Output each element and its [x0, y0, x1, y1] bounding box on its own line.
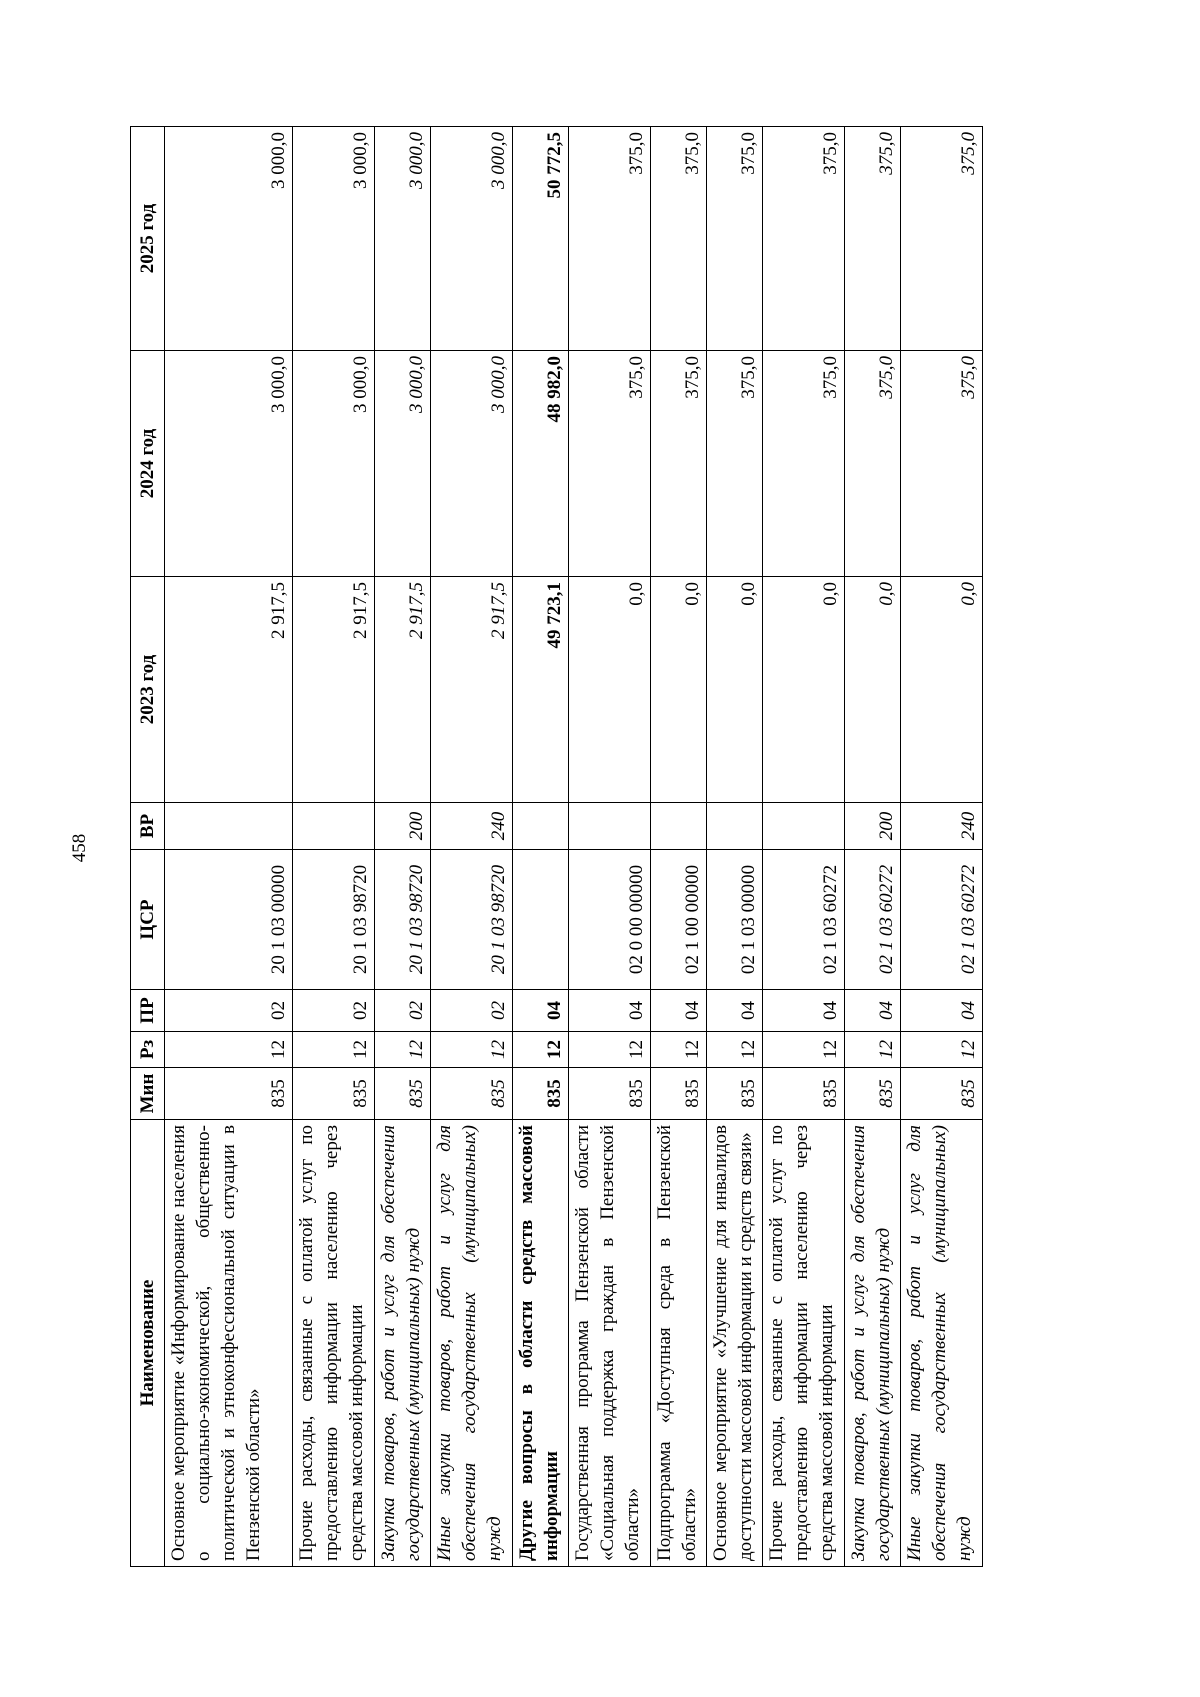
cell-rz: 12 — [293, 1032, 375, 1068]
cell-2024: 375,0 — [707, 351, 763, 577]
cell-vr — [293, 803, 375, 850]
cell-2023: 0,0 — [569, 577, 651, 803]
cell-min: 835 — [165, 1068, 293, 1120]
cell-pr: 02 — [431, 990, 513, 1032]
cell-pr: 02 — [375, 990, 431, 1032]
cell-rz: 12 — [651, 1032, 707, 1068]
cell-2025: 3 000,0 — [165, 127, 293, 351]
cell-min: 835 — [707, 1068, 763, 1120]
cell-2025: 3 000,0 — [375, 127, 431, 351]
cell-2024: 3 000,0 — [375, 351, 431, 577]
cell-rz: 12 — [569, 1032, 651, 1068]
cell-rz: 12 — [513, 1032, 569, 1068]
table-row — [431, 127, 513, 1567]
cell-min: 835 — [901, 1068, 983, 1120]
cell-csr: 02 0 00 00000 — [569, 850, 651, 990]
table-header-row — [131, 127, 165, 1567]
cell-csr: 02 1 03 60272 — [901, 850, 983, 990]
cell-csr: 02 1 03 00000 — [707, 850, 763, 990]
cell-min: 835 — [569, 1068, 651, 1120]
cell-min: 835 — [763, 1068, 845, 1120]
cell-rz: 12 — [165, 1032, 293, 1068]
cell-2023: 2 917,5 — [375, 577, 431, 803]
table-row — [845, 127, 901, 1567]
cell-csr: 02 1 03 60272 — [763, 850, 845, 990]
col-header-csr: ЦСР — [131, 850, 165, 990]
cell-vr — [651, 803, 707, 850]
cell-2025: 375,0 — [901, 127, 983, 351]
cell-2024: 3 000,0 — [431, 351, 513, 577]
cell-2024: 3 000,0 — [165, 351, 293, 577]
col-header-rz: Рз — [131, 1032, 165, 1068]
cell-2023: 2 917,5 — [293, 577, 375, 803]
table-row — [901, 127, 983, 1567]
cell-2023: 49 723,1 — [513, 577, 569, 803]
cell-2023: 0,0 — [651, 577, 707, 803]
cell-min: 835 — [293, 1068, 375, 1120]
cell-name: Иные закупки товаров, работ и услуг для обеспечения государственных (муниципальных) нужд — [901, 1120, 983, 1567]
cell-pr: 04 — [651, 990, 707, 1032]
cell-name: Другие вопросы в области средств массовой информации — [513, 1120, 569, 1567]
cell-2024: 375,0 — [763, 351, 845, 577]
cell-name: Прочие расходы, связанные с оплатой услуг по предоставлению информации населению через средства массовой информации — [763, 1120, 845, 1567]
cell-min: 835 — [845, 1068, 901, 1120]
cell-csr: 20 1 03 98720 — [293, 850, 375, 990]
cell-csr — [513, 850, 569, 990]
cell-vr: 240 — [431, 803, 513, 850]
cell-2023: 0,0 — [845, 577, 901, 803]
cell-2025: 3 000,0 — [431, 127, 513, 351]
cell-2024: 375,0 — [845, 351, 901, 577]
cell-2025: 375,0 — [569, 127, 651, 351]
cell-csr: 20 1 03 98720 — [375, 850, 431, 990]
cell-pr: 04 — [569, 990, 651, 1032]
cell-min: 835 — [513, 1068, 569, 1120]
cell-name: Закупка товаров, работ и услуг для обеспечения государственных (муниципальных) нужд — [375, 1120, 431, 1567]
table-row — [707, 127, 763, 1567]
cell-2024: 48 982,0 — [513, 351, 569, 577]
cell-vr: 200 — [845, 803, 901, 850]
table-row — [375, 127, 431, 1567]
cell-2023: 0,0 — [901, 577, 983, 803]
cell-2025: 375,0 — [651, 127, 707, 351]
cell-2025: 375,0 — [845, 127, 901, 351]
cell-2023: 0,0 — [707, 577, 763, 803]
cell-2024: 375,0 — [651, 351, 707, 577]
cell-pr: 02 — [165, 990, 293, 1032]
cell-2024: 375,0 — [901, 351, 983, 577]
cell-rz: 12 — [763, 1032, 845, 1068]
cell-vr — [513, 803, 569, 850]
cell-2025: 375,0 — [763, 127, 845, 351]
table-row — [763, 127, 845, 1567]
cell-2024: 375,0 — [569, 351, 651, 577]
cell-name: Государственная программа Пензенской области «Социальная поддержка граждан в Пензенской области» — [569, 1120, 651, 1567]
cell-vr — [763, 803, 845, 850]
col-header-2024: 2024 год — [131, 351, 165, 577]
cell-name: Закупка товаров, работ и услуг для обеспечения государственных (муниципальных) нужд — [845, 1120, 901, 1567]
cell-min: 835 — [651, 1068, 707, 1120]
cell-pr: 04 — [901, 990, 983, 1032]
cell-name: Прочие расходы, связанные с оплатой услуг по предоставлению информации населению через средства массовой информации — [293, 1120, 375, 1567]
col-header-name: Наименование — [131, 1120, 165, 1567]
table-row — [293, 127, 375, 1567]
table-row — [651, 127, 707, 1567]
cell-csr: 20 1 03 00000 — [165, 850, 293, 990]
cell-rz: 12 — [431, 1032, 513, 1068]
cell-2025: 375,0 — [707, 127, 763, 351]
col-header-min: Мин — [131, 1068, 165, 1120]
cell-name: Основное мероприятие «Улучшение для инвалидов доступности массовой информации и средств связи» — [707, 1120, 763, 1567]
cell-pr: 04 — [845, 990, 901, 1032]
cell-csr: 20 1 03 98720 — [431, 850, 513, 990]
cell-name: Подпрограмма «Доступная среда в Пензенской области» — [651, 1120, 707, 1567]
cell-2025: 50 772,5 — [513, 127, 569, 351]
cell-name: Иные закупки товаров, работ и услуг для обеспечения государственных (муниципальных) нужд — [431, 1120, 513, 1567]
col-header-2023: 2023 год — [131, 577, 165, 803]
cell-2025: 3 000,0 — [293, 127, 375, 351]
cell-csr: 02 1 03 60272 — [845, 850, 901, 990]
cell-vr — [707, 803, 763, 850]
cell-vr: 240 — [901, 803, 983, 850]
cell-rz: 12 — [707, 1032, 763, 1068]
page-number: 458 — [69, 833, 90, 863]
cell-2023: 2 917,5 — [431, 577, 513, 803]
cell-min: 835 — [431, 1068, 513, 1120]
cell-pr: 02 — [293, 990, 375, 1032]
budget-table — [130, 126, 983, 1567]
col-header-pr: ПР — [131, 990, 165, 1032]
table-row — [569, 127, 651, 1567]
table-row — [165, 127, 293, 1567]
table-row — [513, 127, 569, 1567]
cell-name: Основное мероприятие «Информирование населения о социально-экономической, общественно-политической и этноконфессиональной ситуации в Пензенской области» — [165, 1120, 293, 1567]
cell-pr: 04 — [513, 990, 569, 1032]
cell-pr: 04 — [707, 990, 763, 1032]
col-header-2025: 2025 год — [131, 127, 165, 351]
cell-rz: 12 — [375, 1032, 431, 1068]
cell-2023: 2 917,5 — [165, 577, 293, 803]
cell-2024: 3 000,0 — [293, 351, 375, 577]
cell-vr — [569, 803, 651, 850]
rotated-page-content — [130, 127, 1012, 1567]
cell-vr: 200 — [375, 803, 431, 850]
cell-rz: 12 — [901, 1032, 983, 1068]
cell-rz: 12 — [845, 1032, 901, 1068]
cell-vr — [165, 803, 293, 850]
cell-min: 835 — [375, 1068, 431, 1120]
col-header-vr: ВР — [131, 803, 165, 850]
cell-2023: 0,0 — [763, 577, 845, 803]
cell-pr: 04 — [763, 990, 845, 1032]
cell-csr: 02 1 00 00000 — [651, 850, 707, 990]
